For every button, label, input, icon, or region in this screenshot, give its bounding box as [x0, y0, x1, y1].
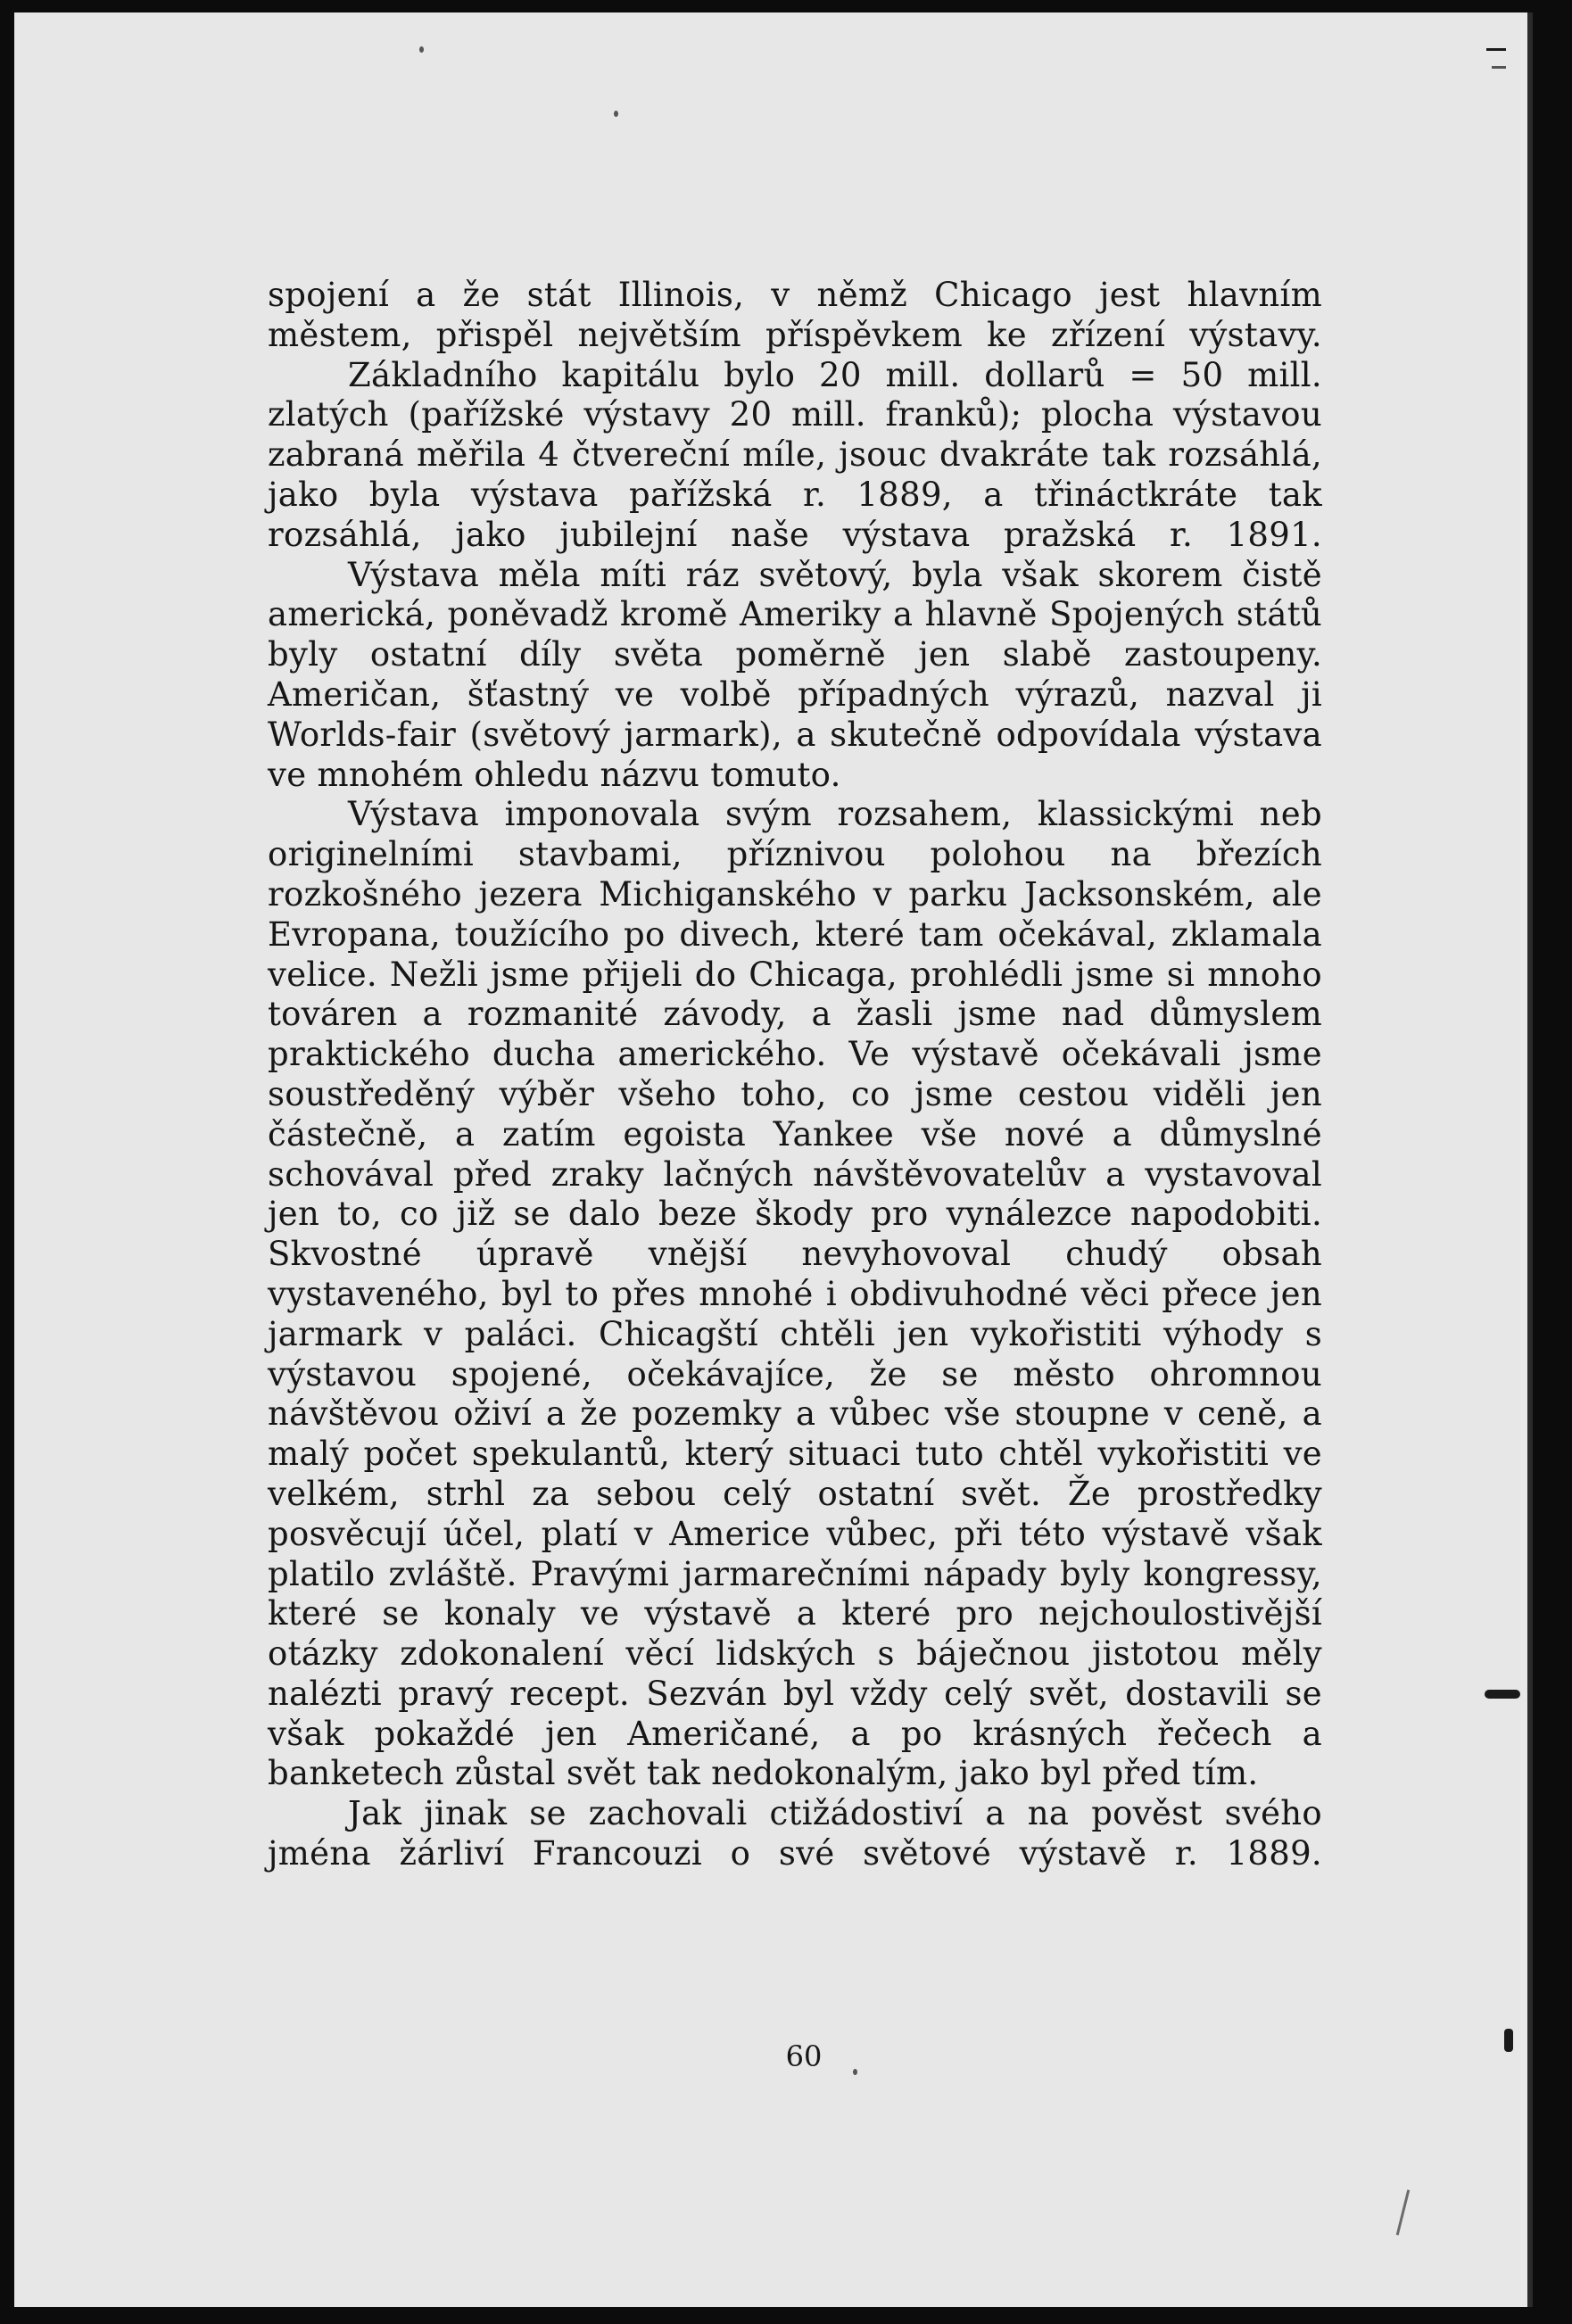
- page-edge-mark: [1504, 2029, 1513, 2052]
- paragraph: Výstava imponovala svým rozsahem, klassickými neb originelními stavbami, příznivou polohou na březích rozkošného jezera Michiganského v parku Jacksonském, ale Evropana, toužícího po divech, které tam očekával, zklamala velice. Nežli jsme přijeli do Chicaga, prohlédli jsme si mnoho továren a rozmanité závody, a žasli jsme nad důmyslem praktického ducha amerického. Ve výstavě očekávali jsme soustředěný výběr všeho toho, co jsme cestou viděli jen částečně, a zatím egoista Yankee vše nové a důmyslné schovával před zraky lačných návštěvovatelův a vystavoval jen to, co již se dalo beze škody pro vynálezce napodobiti. Skvostné úpravě vnější nevyhovoval chudý obsah vystaveného, byl to přes mnohé i obdivuhodné věci přece jen jarmark v paláci. Chicagští chtěli jen vykořistiti výhody s výstavou spojené, očekávajíce, že se město ohromnou návštěvou oživí a že pozemky a vůbec vše stoupne v ceně, a malý počet spekulantů, který situaci tuto chtěl vykořistiti ve velkém, strhl za sebou celý ostatní svět. Že prostředky posvěcují účel, platí v Americe vůbec, při této výstavě však platilo zvláště. Pravými jarmarečními nápady byly kongressy, které se konaly ve výstavě a které pro nejchoulostivější otázky zdokonalení věcí lidských s báječnou jistotou měly nalézti pravý recept. Sezván byl vždy celý svět, dostavili se však pokaždé jen Američané, a po krásných řečech a banketech zůstal svět tak nedokonalým, jako byl před tím.: [268, 795, 1322, 1793]
- page-edge-mark: [1485, 1690, 1520, 1699]
- speck: [853, 2069, 857, 2075]
- body-text: [268, 276, 1322, 1874]
- paragraph: Základního kapitálu bylo 20 mill. dollarů = 50 mill. zlatých (pařížské výstavy 20 mill. franků); plocha výstavou zabraná měřila 4 čtvereční míle, jsouc dvakráte tak rozsáhlá, jako byla výstava pařížská r. 1889, a třináctkráte tak rozsáhlá, jako jubilejní naše výstava pražská r. 1891.: [268, 355, 1322, 554]
- speck: [614, 111, 618, 117]
- speck: [419, 46, 424, 53]
- page-number: 60: [785, 2039, 823, 2073]
- stray-pencil-mark: [1396, 2189, 1410, 2235]
- paragraph: Jak jinak se zachovali ctižádostiví a na pověst svého jména žárliví Francouzi o své světové výstavě r. 1889.: [268, 1794, 1322, 1873]
- paragraph: Výstava měla míti ráz světový, byla však skorem čistě americká, poněvadž kromě Ameriky a hlavně Spojených států byly ostatní díly světa poměrně jen slabě zastoupeny. Američan, šťastný ve volbě případných výrazů, nazval ji Worlds-fair (světový jarmark), a skutečně odpovídala výstava ve mnohém ohledu názvu tomuto.: [268, 555, 1322, 794]
- scanned-page: [14, 12, 1533, 2307]
- page-edge-mark: [1492, 66, 1506, 69]
- paragraph: spojení a že stát Illinois, v němž Chicago jest hlavním městem, přispěl největším příspěvkem ke zřízení výstavy.: [268, 276, 1322, 354]
- page-edge-mark: [1486, 48, 1506, 51]
